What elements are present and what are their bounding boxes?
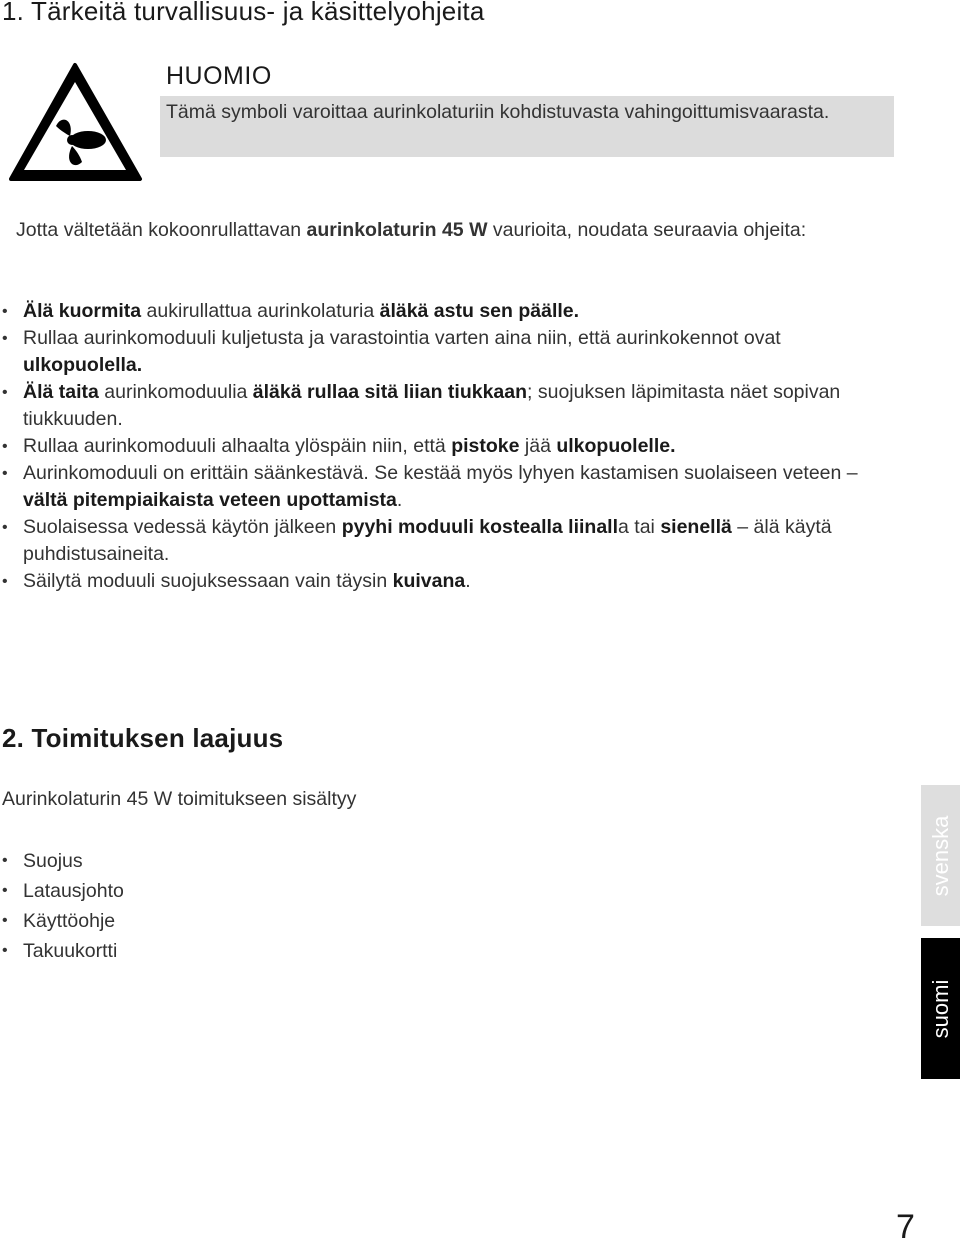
list-item: • Takuukortti: [0, 936, 400, 966]
list-item: • Suolaisessa vedessä käytön jälkeen pyyhi moduuli kostealla liinalla tai sienellä – älä käytä puhdistusaineita.: [0, 514, 900, 568]
tab-label: suomi: [927, 979, 953, 1038]
list-item: • Suojus: [0, 846, 400, 876]
section-2-title: 2. Toimituksen laajuus: [2, 723, 284, 753]
list-item: • Älä taita aurinkomoduulia äläkä rullaa sitä liian tiukkaan; suojuksen läpimitasta näet sopivan tiukkuuden.: [0, 379, 900, 433]
notice-title: HUOMIO: [166, 62, 272, 90]
page-number: 7: [896, 1208, 915, 1246]
section-1-title: 1. Tärkeitä turvallisuus- ja käsittelyohjeita: [2, 0, 485, 26]
warning-triangle-icon: [8, 62, 143, 182]
list-item: • Älä kuormita aukirullattua aurinkolaturia äläkä astu sen päälle.: [0, 298, 900, 325]
list-item: • Rullaa aurinkomoduuli alhaalta ylöspäin niin, että pistoke jää ulkopuolelle.: [0, 433, 900, 460]
delivery-list: [0, 846, 400, 966]
language-tab-svenska[interactable]: [921, 785, 960, 926]
notice-text: Tämä symboli varoittaa aurinkolaturiin kohdistuvasta vahingoittumisvaarasta.: [166, 101, 830, 123]
list-item: • Käyttöohje: [0, 906, 400, 936]
language-tab-suomi[interactable]: [921, 938, 960, 1079]
instruction-list: [0, 298, 900, 595]
tab-label: svenska: [927, 815, 953, 896]
list-item: • Aurinkomoduuli on erittäin säänkestävä. Se kestää myös lyhyen kastamisen suolaiseen veteen – vältä pitempiaikaista veteen upottamista.: [0, 460, 900, 514]
delivery-subtitle: Aurinkolaturin 45 W toimitukseen sisältyy: [2, 788, 357, 810]
notice-box: [160, 96, 894, 157]
list-item: • Latausjohto: [0, 876, 400, 906]
list-item: • Säilytä moduuli suojuksessaan vain täysin kuivana.: [0, 568, 900, 595]
list-item: • Rullaa aurinkomoduuli kuljetusta ja varastointia varten aina niin, että aurinkokennot ovat ulkopuolella.: [0, 325, 900, 379]
intro-paragraph: Jotta vältetään kokoonrullattavan aurinkolaturin 45 W vaurioita, noudata seuraavia ohjeita:: [16, 219, 807, 241]
